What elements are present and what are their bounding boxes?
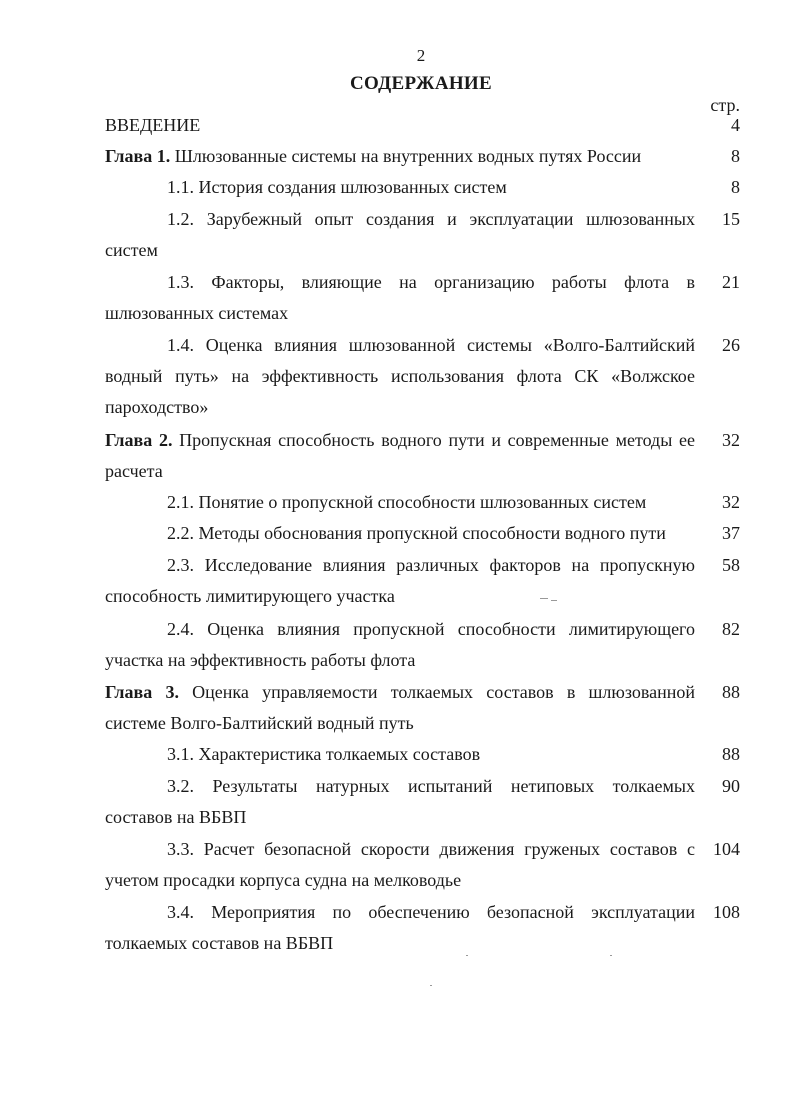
- scan-speck: [551, 600, 557, 601]
- toc-entry-section-2-2: [105, 518, 695, 549]
- toc-page-number: 32: [722, 430, 740, 450]
- page-column-label: стр.: [710, 95, 740, 115]
- toc-page-number: 21: [722, 272, 740, 292]
- toc-page-number: 15: [722, 209, 740, 229]
- toc-entry-section-3-1: [105, 739, 695, 770]
- toc-page-number: 4: [731, 115, 740, 135]
- toc-entry-text: 2.4. Оценка влияния пропускной способности лимитирующего участка на эффективность работы флота: [105, 619, 695, 670]
- toc-entry-text: 1.3. Факторы, влияющие на организацию работы флота в шлюзованных системах: [105, 272, 695, 323]
- toc-page-number: 8: [731, 146, 740, 166]
- toc-entry-section-2-3: [105, 550, 695, 612]
- toc-page-number: 108: [713, 902, 740, 922]
- toc-page-number: 88: [722, 682, 740, 702]
- toc-entry-chapter-3: [105, 677, 695, 739]
- toc-page-number: 8: [731, 177, 740, 197]
- toc-page-number: 88: [722, 744, 740, 764]
- toc-entry-text: ВВЕДЕНИЕ: [105, 115, 201, 135]
- toc-page-number: 104: [713, 839, 740, 859]
- toc-entry-section-3-3: [105, 834, 695, 896]
- toc-entry-text: Оценка управляемости толкаемых составов в шлюзованной системе Волго-Балтийский водный путь: [105, 682, 695, 733]
- scan-speck: [540, 598, 548, 599]
- toc-entry-introduction: [105, 110, 695, 141]
- toc-entry-text: 2.3. Исследование влияния различных факторов на пропускную способность лимитирующего участка: [105, 555, 695, 606]
- toc-entry-text: 3.1. Характеристика толкаемых составов: [167, 744, 481, 764]
- toc-entry-text: 2.1. Понятие о пропускной способности шлюзованных систем: [167, 492, 647, 512]
- toc-entry-text: 3.3. Расчет безопасной скорости движения груженых составов с учетом просадки корпуса судна на мелководье: [105, 839, 695, 890]
- toc-page-number: 32: [722, 492, 740, 512]
- scan-speck: [466, 955, 468, 956]
- page-title: СОДЕРЖАНИЕ: [350, 73, 492, 94]
- toc-entry-section-2-1: [105, 487, 695, 518]
- page-number: 2: [416, 46, 426, 65]
- toc-page-number: 58: [722, 555, 740, 575]
- toc-entry-text: 1.2. Зарубежный опыт создания и эксплуатации шлюзованных систем: [105, 209, 695, 260]
- toc-entry-text: Пропускная способность водного пути и современные методы ее расчета: [105, 430, 695, 481]
- toc-chapter-heading: Глава 3.: [105, 682, 179, 702]
- toc-entry-text: 3.2. Результаты натурных испытаний нетиповых толкаемых составов на ВБВП: [105, 776, 695, 827]
- toc-entry-section-3-2: [105, 771, 695, 833]
- toc-page-number: 26: [722, 335, 740, 355]
- toc-page-number: 82: [722, 619, 740, 639]
- toc-entry-section-1-2: [105, 204, 695, 266]
- toc-entry-section-1-3: [105, 267, 695, 329]
- toc-chapter-heading: Глава 1.: [105, 146, 171, 166]
- toc-entry-text: 2.2. Методы обоснования пропускной способности водного пути: [167, 523, 666, 543]
- toc-entry-section-2-4: [105, 614, 695, 676]
- toc-entry-section-3-4: [105, 897, 695, 959]
- toc-entry-section-1-1: [105, 172, 695, 203]
- toc-entry-chapter-1: [105, 141, 695, 172]
- scan-speck: [610, 955, 612, 956]
- toc-entry-text: 1.1. История создания шлюзованных систем: [167, 177, 507, 197]
- toc-chapter-heading: Глава 2.: [105, 430, 173, 450]
- toc-page-number: 37: [722, 523, 740, 543]
- toc-page-number: 90: [722, 776, 740, 796]
- toc-entry-section-1-4: [105, 330, 695, 423]
- toc-entry-chapter-2: [105, 425, 695, 487]
- toc-entry-text: Шлюзованные системы на внутренних водных путях России: [170, 146, 642, 166]
- scan-speck: [430, 985, 432, 986]
- toc-entry-text: 1.4. Оценка влияния шлюзованной системы «Волго-Балтийский водный путь» на эффективность использования флота СК «Волжское пароходство»: [105, 335, 695, 417]
- toc-entry-text: 3.4. Мероприятия по обеспечению безопасной эксплуатации толкаемых составов на ВБВП: [105, 902, 695, 953]
